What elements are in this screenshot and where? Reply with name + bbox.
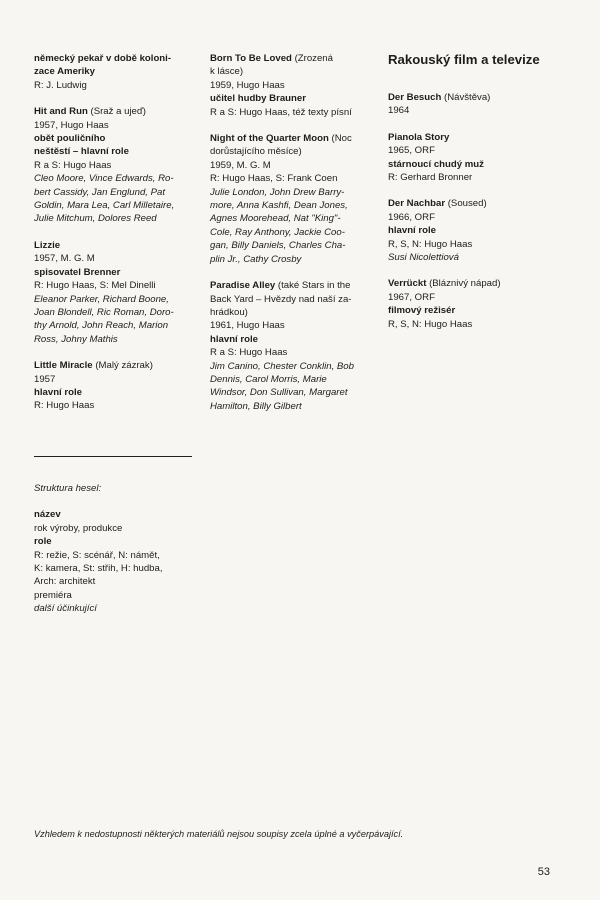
divider-rule [34, 456, 192, 457]
role-line: obět pouličního [34, 133, 106, 145]
film-alt-title: (Návštěva) [441, 92, 491, 103]
cast-line: gan, Billy Daniels, Charles Cha- [210, 240, 346, 252]
cast-line: Joan Blondell, Ric Roman, Doro- [34, 306, 174, 318]
column-3 [388, 52, 568, 344]
film-title: Born To Be Loved [210, 53, 292, 64]
role-line: německý pekař v době koloni- [34, 53, 172, 64]
filmography-entry [210, 132, 375, 266]
year-line: 1959, M. G. M [210, 159, 271, 171]
film-alt-title: hrádkou) [210, 306, 248, 318]
cast-line: Agnes Moorehead, Nat "King"- [210, 213, 341, 225]
film-title: Paradise Alley [210, 280, 276, 292]
cast-line: Julie London, John Drew Barry- [210, 186, 345, 198]
role-line: neštěstí – hlavní role [34, 146, 129, 158]
film-title: Hit and Run [34, 106, 88, 118]
legend-abbreviation: R: režie, S: scénář, N: námět, [34, 549, 160, 561]
role-line: hlavní role [388, 225, 436, 237]
credits-line: R: Gerhard Bronner [388, 172, 473, 184]
cast-line: Ross, Johny Mathis [34, 333, 118, 345]
cast-line: Susi Nicolettiová [388, 252, 459, 264]
credits-line: R, S, N: Hugo Haas [388, 318, 473, 330]
year-line: 1959, Hugo Haas [210, 79, 285, 91]
film-title-line [210, 132, 375, 145]
film-alt-title: (Soused) [445, 198, 487, 210]
credits-line: R: J. Ludwig [34, 79, 87, 91]
year-line: 1957, M. G. M [34, 253, 95, 265]
film-title: Little Miracle [34, 360, 93, 372]
footnote: Vzhledem k nedostupnosti některých materiálů nejsou soupisy zcela úplné a vyčerpávající. [34, 829, 404, 839]
film-title-line [34, 359, 194, 372]
year-line: 1965, ORF [388, 145, 435, 157]
role-line: učitel hudby Brauner [210, 93, 306, 105]
credits-line: R: Hugo Haas [34, 400, 95, 412]
film-alt-title: (Bláznivý nápad) [426, 278, 501, 290]
film-title: Der Nachbar [388, 198, 446, 210]
cast-line: Eleanor Parker, Richard Boone, [34, 293, 169, 305]
film-title: Night of the Quarter Moon [210, 133, 329, 145]
entry-structure-legend [34, 482, 234, 616]
cast-line: Julie Mitchum, Dolores Reed [34, 213, 157, 225]
film-alt-title: (Noc [328, 133, 352, 145]
cast-line: Dennis, Carol Morris, Marie [210, 373, 327, 385]
film-title: Pianola Story [388, 131, 450, 143]
cast-line: more, Anna Kashfi, Dean Jones, [210, 200, 348, 212]
cast-line: thy Arnold, John Reach, Marion [34, 320, 169, 332]
section-heading: Rakouský film a televize [388, 52, 540, 67]
year-line: 1964 [388, 105, 410, 117]
film-title-line [34, 105, 194, 118]
year-line: 1966, ORF [388, 211, 435, 223]
column-2 [210, 52, 375, 426]
year-line: 1957, Hugo Haas [34, 119, 109, 131]
role-line: stárnoucí chudý muž [388, 158, 484, 170]
film-title-line [388, 91, 568, 104]
role-line: hlavní role [34, 386, 82, 398]
filmography-entry [210, 52, 375, 119]
film-title: Der Besuch [388, 92, 442, 103]
role-line: zace Ameriky [34, 66, 95, 78]
year-line: 1961, Hugo Haas [210, 320, 285, 332]
filmography-entry [34, 52, 194, 92]
filmography-entry [210, 279, 375, 413]
filmography-entry [388, 131, 568, 185]
cast-line: plin Jr., Cathy Crosby [210, 253, 302, 265]
film-title: Verrückt [388, 278, 427, 290]
credits-line: R a S: Hugo Haas, též texty písní [210, 106, 352, 118]
year-line: 1957 [34, 373, 56, 385]
role-line: spisovatel Brenner [34, 266, 121, 278]
film-alt-title: (Malý zázrak) [92, 360, 153, 372]
role-line: hlavní role [210, 333, 258, 345]
legend-title: Struktura hesel: [34, 483, 102, 494]
cast-line: Cleo Moore, Vince Edwards, Ro- [34, 173, 174, 185]
film-alt-title: Back Yard – Hvězdy nad naší za- [210, 293, 352, 305]
filmography-entry [388, 91, 568, 118]
filmography-entry [388, 197, 568, 264]
film-title-line [210, 52, 375, 65]
credits-line: R a S: Hugo Haas [34, 159, 112, 171]
column-1 [34, 52, 194, 426]
credits-line: R a S: Hugo Haas [210, 347, 288, 359]
film-alt-title: (Zrozená [291, 53, 333, 64]
legend-name: název [34, 509, 61, 521]
filmography-entry [34, 359, 194, 413]
filmography-entry [34, 105, 194, 226]
legend-abbreviation: K: kamera, St: střih, H: hudba, [34, 563, 163, 575]
year-line: 1967, ORF [388, 291, 435, 303]
film-alt-title: (také Stars in the [275, 280, 351, 292]
film-title: Lizzie [34, 239, 61, 251]
filmography-entry [34, 239, 194, 346]
page-number: 53 [537, 866, 550, 878]
role-line: filmový režisér [388, 305, 456, 317]
film-title-line [388, 277, 568, 290]
film-title-line [210, 279, 375, 292]
legend-others: další účinkující [34, 603, 97, 615]
credits-line: R: Hugo Haas, S: Mel Dinelli [34, 280, 156, 292]
cast-line: Jim Canino, Chester Conklin, Bob [210, 360, 354, 372]
cast-line: Hamilton, Billy Gilbert [210, 400, 302, 412]
film-alt-title: (Sraž a ujeď) [87, 106, 146, 118]
legend-abbreviation: Arch: architekt [34, 576, 96, 588]
film-alt-title: dorůstajícího měsíce) [210, 146, 302, 158]
film-alt-title: k lásce) [210, 66, 244, 78]
legend-year: rok výroby, produkce [34, 522, 123, 534]
legend-premiere: premiéra [34, 589, 72, 601]
legend-role: role [34, 536, 52, 548]
credits-line: R, S, N: Hugo Haas [388, 238, 473, 250]
cast-line: Cole, Ray Anthony, Jackie Coo- [210, 226, 345, 238]
cast-line: Goldin, Mara Lea, Carl Milletaire, [34, 200, 175, 212]
filmography-entry [388, 277, 568, 331]
credits-line: R: Hugo Haas, S: Frank Coen [210, 173, 338, 185]
film-title-line [388, 197, 568, 210]
cast-line: bert Cassidy, Jan Englund, Pat [34, 186, 166, 198]
cast-line: Windsor, Don Sullivan, Margaret [210, 387, 348, 399]
